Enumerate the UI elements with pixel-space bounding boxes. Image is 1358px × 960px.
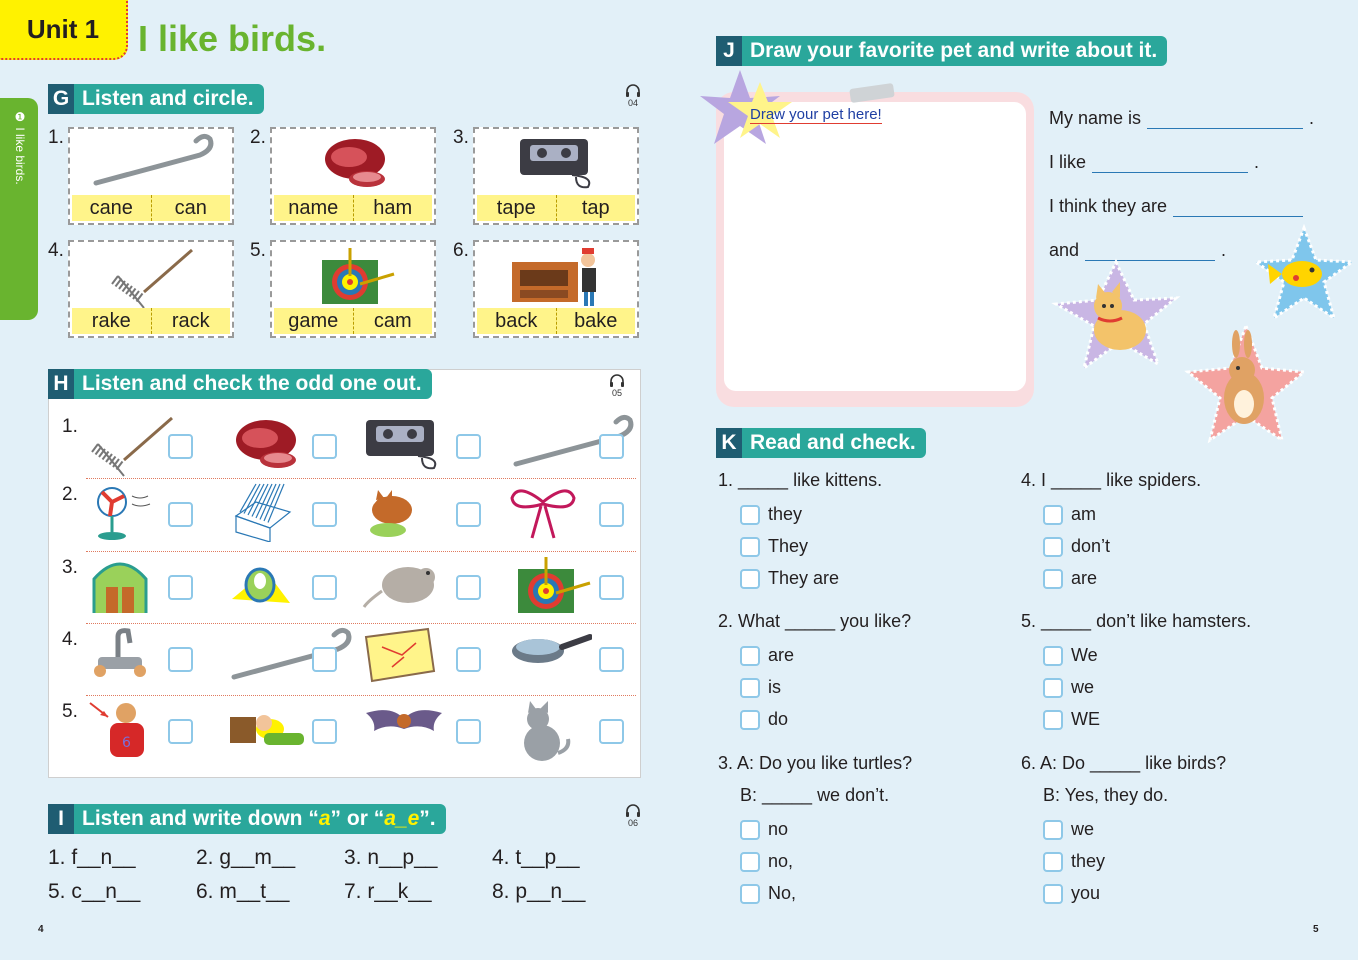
answer-label: do bbox=[768, 709, 789, 729]
fill-in-word[interactable]: 4. t__p__ bbox=[492, 846, 580, 869]
section-title-hl2: a_e bbox=[384, 807, 420, 830]
rake-icon bbox=[88, 414, 178, 488]
answer-option[interactable] bbox=[740, 883, 796, 904]
answer-option[interactable] bbox=[1043, 709, 1100, 730]
answer-checkbox[interactable] bbox=[1043, 646, 1063, 666]
section-i-header bbox=[48, 804, 446, 834]
answer-checkbox[interactable] bbox=[1043, 569, 1063, 589]
ring-gem-icon bbox=[226, 555, 296, 615]
unit-label: Unit 1 bbox=[0, 0, 128, 60]
answer-option[interactable] bbox=[1043, 883, 1100, 904]
picture-card bbox=[270, 127, 436, 225]
fill-in-word[interactable]: 3. n__p__ bbox=[344, 846, 438, 869]
answer-option[interactable] bbox=[1043, 819, 1094, 840]
answer-label: we bbox=[1071, 677, 1095, 697]
section-letter: K bbox=[716, 428, 742, 458]
row-number: 2. bbox=[62, 484, 78, 505]
section-title: Read and check. bbox=[750, 431, 916, 454]
section-title-pre: Listen and write down “ bbox=[82, 807, 319, 830]
answer-label: No, bbox=[768, 883, 797, 903]
ribbon-bow-icon bbox=[508, 482, 578, 546]
question-text: 3. A: Do you like turtles? bbox=[718, 753, 913, 773]
answer-option[interactable] bbox=[740, 645, 794, 666]
track-number: 06 bbox=[627, 818, 638, 828]
section-letter: G bbox=[48, 84, 74, 114]
question-text: 2. What _____ you like? bbox=[718, 611, 912, 631]
question-answer-line: B: _____ we don’t. bbox=[740, 785, 890, 805]
sentence-end: . bbox=[1254, 152, 1260, 172]
odd-one-checkbox[interactable] bbox=[456, 502, 481, 527]
fill-in-word[interactable]: 2. g__m__ bbox=[196, 846, 296, 869]
answer-label: we bbox=[1071, 819, 1095, 839]
section-letter: I bbox=[48, 804, 74, 834]
picture-card bbox=[270, 240, 436, 338]
word-option[interactable]: rack bbox=[171, 310, 210, 332]
row-divider bbox=[86, 551, 636, 552]
answer-label: they bbox=[768, 504, 803, 524]
pan-icon bbox=[508, 627, 592, 675]
word-option[interactable]: can bbox=[174, 197, 207, 219]
answer-label: no, bbox=[768, 851, 794, 871]
answer-label: WE bbox=[1071, 709, 1100, 729]
answer-label: We bbox=[1071, 645, 1098, 665]
headphone-icon bbox=[625, 84, 641, 98]
faucet-tap-icon bbox=[88, 627, 152, 687]
word-choices bbox=[477, 308, 635, 334]
word-choices bbox=[274, 308, 432, 334]
word-option[interactable]: tape bbox=[477, 195, 557, 221]
sentence-start: I like bbox=[1049, 152, 1087, 172]
answer-option[interactable] bbox=[740, 851, 793, 872]
fill-in-word[interactable]: 1. f__n__ bbox=[48, 846, 136, 869]
answer-label: is bbox=[768, 677, 781, 697]
section-title: Draw your favorite pet and write about it. bbox=[750, 39, 1158, 62]
odd-one-checkbox[interactable] bbox=[599, 719, 624, 744]
sentence-start: and bbox=[1049, 240, 1080, 260]
word-option[interactable]: name bbox=[274, 195, 354, 221]
cassette-tape-icon bbox=[362, 414, 446, 474]
section-letter: J bbox=[716, 36, 742, 66]
pet-sentence bbox=[1049, 152, 1259, 173]
sentence-end: . bbox=[1309, 108, 1315, 128]
row-number: 5. bbox=[62, 701, 78, 722]
answer-option[interactable] bbox=[740, 819, 788, 840]
odd-one-checkbox[interactable] bbox=[168, 502, 193, 527]
odd-one-checkbox[interactable] bbox=[168, 647, 193, 672]
question-text: 6. A: Do _____ like birds? bbox=[1021, 753, 1227, 773]
section-k-header bbox=[716, 428, 926, 458]
item-number: 3. bbox=[453, 127, 469, 148]
write-blank[interactable] bbox=[1147, 111, 1303, 129]
cat-eating-icon bbox=[362, 482, 422, 546]
section-g-header bbox=[48, 84, 264, 114]
section-j-header bbox=[716, 36, 1167, 66]
fan-icon bbox=[88, 482, 158, 546]
page-number-right: 5 bbox=[1313, 924, 1319, 935]
answer-label: they bbox=[1071, 851, 1106, 871]
answer-label: don’t bbox=[1071, 536, 1111, 556]
track-number: 04 bbox=[627, 98, 638, 108]
ham-icon bbox=[290, 133, 420, 193]
question-answer-line: B: Yes, they do. bbox=[1043, 785, 1169, 805]
odd-one-checkbox[interactable] bbox=[456, 647, 481, 672]
answer-option[interactable] bbox=[740, 677, 781, 698]
fill-in-word[interactable]: 5. c__n__ bbox=[48, 880, 141, 903]
boy-back-icon bbox=[88, 699, 158, 767]
boy-lying-icon bbox=[226, 699, 316, 759]
fill-in-word[interactable]: 6. m__t__ bbox=[196, 880, 290, 903]
section-title-hl1: a bbox=[318, 807, 331, 830]
answer-checkbox[interactable] bbox=[1043, 820, 1063, 840]
word-option[interactable]: back bbox=[477, 308, 557, 334]
answer-checkbox[interactable] bbox=[740, 569, 760, 589]
word-option[interactable]: ham bbox=[373, 197, 413, 219]
picture-card bbox=[68, 240, 234, 338]
odd-one-checkbox[interactable] bbox=[599, 647, 624, 672]
section-h-header bbox=[48, 369, 432, 399]
answer-checkbox[interactable] bbox=[1043, 884, 1063, 904]
word-option[interactable]: tap bbox=[581, 197, 610, 219]
answer-checkbox[interactable] bbox=[1043, 710, 1063, 730]
answer-label: They are bbox=[768, 568, 840, 588]
odd-one-checkbox[interactable] bbox=[312, 502, 337, 527]
picture-card bbox=[473, 127, 639, 225]
baker-oven-icon bbox=[493, 246, 623, 310]
write-blank[interactable] bbox=[1173, 199, 1303, 217]
side-tab-label: ❶ I like birds. bbox=[13, 110, 27, 185]
fill-in-word[interactable]: 7. r__k__ bbox=[344, 880, 432, 903]
answer-label: no bbox=[768, 819, 789, 839]
answer-checkbox[interactable] bbox=[740, 852, 760, 872]
headphone-icon bbox=[625, 804, 641, 818]
question-text: 5. _____ don’t like hamsters. bbox=[1021, 611, 1252, 631]
picture-card bbox=[473, 240, 639, 338]
dartboard-game-icon bbox=[290, 246, 420, 310]
word-option[interactable]: game bbox=[274, 308, 354, 334]
section-title: Listen and circle. bbox=[82, 87, 254, 110]
answer-option[interactable] bbox=[740, 536, 808, 557]
word-choices bbox=[72, 195, 230, 221]
row-divider bbox=[86, 623, 636, 624]
odd-one-checkbox[interactable] bbox=[599, 575, 624, 600]
item-number: 6. bbox=[453, 240, 469, 261]
answer-checkbox[interactable] bbox=[1043, 505, 1063, 525]
cassette-tape-icon bbox=[493, 133, 623, 189]
section-title-post: ”. bbox=[419, 807, 436, 830]
odd-one-checkbox[interactable] bbox=[599, 434, 624, 459]
gate-icon bbox=[88, 555, 152, 619]
answer-label: am bbox=[1071, 504, 1097, 524]
headphone-icon bbox=[609, 374, 625, 388]
word-choices bbox=[477, 195, 635, 221]
row-divider bbox=[86, 695, 636, 696]
cat-sitting-icon bbox=[508, 699, 572, 767]
dartboard-game-icon bbox=[508, 555, 594, 623]
question-text: 1. _____ like kittens. bbox=[718, 470, 883, 490]
section-title-mid: ” or “ bbox=[330, 807, 385, 830]
tape-strip-icon bbox=[848, 82, 896, 104]
odd-one-checkbox[interactable] bbox=[312, 575, 337, 600]
word-option[interactable]: cam bbox=[373, 310, 412, 332]
question-text: 4. I _____ like spiders. bbox=[1021, 470, 1202, 490]
page-title: I like birds. bbox=[138, 18, 327, 59]
answer-label: are bbox=[768, 645, 795, 665]
svg-text:6: 6 bbox=[122, 735, 131, 751]
ham-icon bbox=[226, 414, 306, 478]
answer-checkbox[interactable] bbox=[1043, 678, 1063, 698]
track-number: 05 bbox=[611, 388, 622, 398]
answer-label: are bbox=[1071, 568, 1098, 588]
answer-option[interactable] bbox=[740, 568, 839, 589]
answer-option[interactable] bbox=[1043, 504, 1096, 525]
pets-decoration bbox=[1046, 222, 1358, 472]
word-choices bbox=[72, 308, 230, 334]
map-icon bbox=[362, 627, 438, 687]
side-tab bbox=[0, 98, 38, 320]
answer-checkbox[interactable] bbox=[740, 710, 760, 730]
odd-one-checkbox[interactable] bbox=[312, 434, 337, 459]
rack-icon bbox=[226, 482, 296, 546]
answer-checkbox[interactable] bbox=[740, 505, 760, 525]
odd-one-checkbox[interactable] bbox=[456, 434, 481, 459]
sentence-end: . bbox=[1221, 240, 1227, 260]
answer-option[interactable] bbox=[1043, 645, 1098, 666]
answer-option[interactable] bbox=[1043, 851, 1105, 872]
odd-one-checkbox[interactable] bbox=[312, 719, 337, 744]
odd-one-checkbox[interactable] bbox=[456, 719, 481, 744]
item-number: 1. bbox=[48, 127, 64, 148]
audio-track-h[interactable] bbox=[607, 374, 627, 396]
word-choices bbox=[274, 195, 432, 221]
pet-sentence bbox=[1049, 108, 1314, 129]
word-option[interactable]: cane bbox=[72, 195, 152, 221]
item-number: 4. bbox=[48, 240, 64, 261]
odd-one-checkbox[interactable] bbox=[312, 647, 337, 672]
answer-option[interactable] bbox=[740, 709, 788, 730]
odd-one-checkbox[interactable] bbox=[168, 575, 193, 600]
rake-icon bbox=[88, 246, 218, 316]
item-number: 5. bbox=[250, 240, 266, 261]
section-title: Listen and check the odd one out. bbox=[82, 372, 422, 395]
word-option[interactable]: rake bbox=[72, 308, 152, 334]
page-number-left: 4 bbox=[38, 924, 44, 935]
odd-one-checkbox[interactable] bbox=[168, 719, 193, 744]
cane-icon bbox=[88, 133, 218, 193]
answer-checkbox[interactable] bbox=[1043, 852, 1063, 872]
sentence-start: I think they are bbox=[1049, 196, 1168, 216]
cat-icon bbox=[1094, 282, 1146, 350]
answer-option[interactable] bbox=[1043, 568, 1097, 589]
odd-one-checkbox[interactable] bbox=[168, 434, 193, 459]
answer-checkbox[interactable] bbox=[740, 646, 760, 666]
audio-track-i[interactable] bbox=[623, 804, 643, 826]
odd-one-checkbox[interactable] bbox=[599, 502, 624, 527]
item-number: 2. bbox=[250, 127, 266, 148]
picture-card bbox=[68, 127, 234, 225]
write-blank[interactable] bbox=[1092, 155, 1248, 173]
answer-option[interactable] bbox=[1043, 677, 1094, 698]
answer-checkbox[interactable] bbox=[1043, 537, 1063, 557]
answer-option[interactable] bbox=[740, 504, 802, 525]
answer-label: you bbox=[1071, 883, 1101, 903]
frame-note: Draw your pet here! bbox=[750, 106, 882, 123]
answer-option[interactable] bbox=[1043, 536, 1110, 557]
bat-icon bbox=[362, 699, 446, 747]
audio-track-g[interactable] bbox=[623, 84, 643, 106]
answer-checkbox[interactable] bbox=[740, 537, 760, 557]
row-number: 1. bbox=[62, 416, 78, 437]
answer-checkbox[interactable] bbox=[740, 820, 760, 840]
word-option[interactable]: bake bbox=[574, 310, 618, 332]
pet-sentence bbox=[1049, 196, 1303, 217]
answer-checkbox[interactable] bbox=[740, 884, 760, 904]
fill-in-word[interactable]: 8. p__n__ bbox=[492, 880, 586, 903]
answer-checkbox[interactable] bbox=[740, 678, 760, 698]
rat-icon bbox=[362, 555, 442, 615]
row-number: 3. bbox=[62, 557, 78, 578]
row-number: 4. bbox=[62, 629, 78, 650]
section-letter: H bbox=[48, 369, 74, 399]
answer-label: They bbox=[768, 536, 809, 556]
row-divider bbox=[86, 478, 636, 479]
odd-one-checkbox[interactable] bbox=[456, 575, 481, 600]
sentence-start: My name is bbox=[1049, 108, 1142, 128]
